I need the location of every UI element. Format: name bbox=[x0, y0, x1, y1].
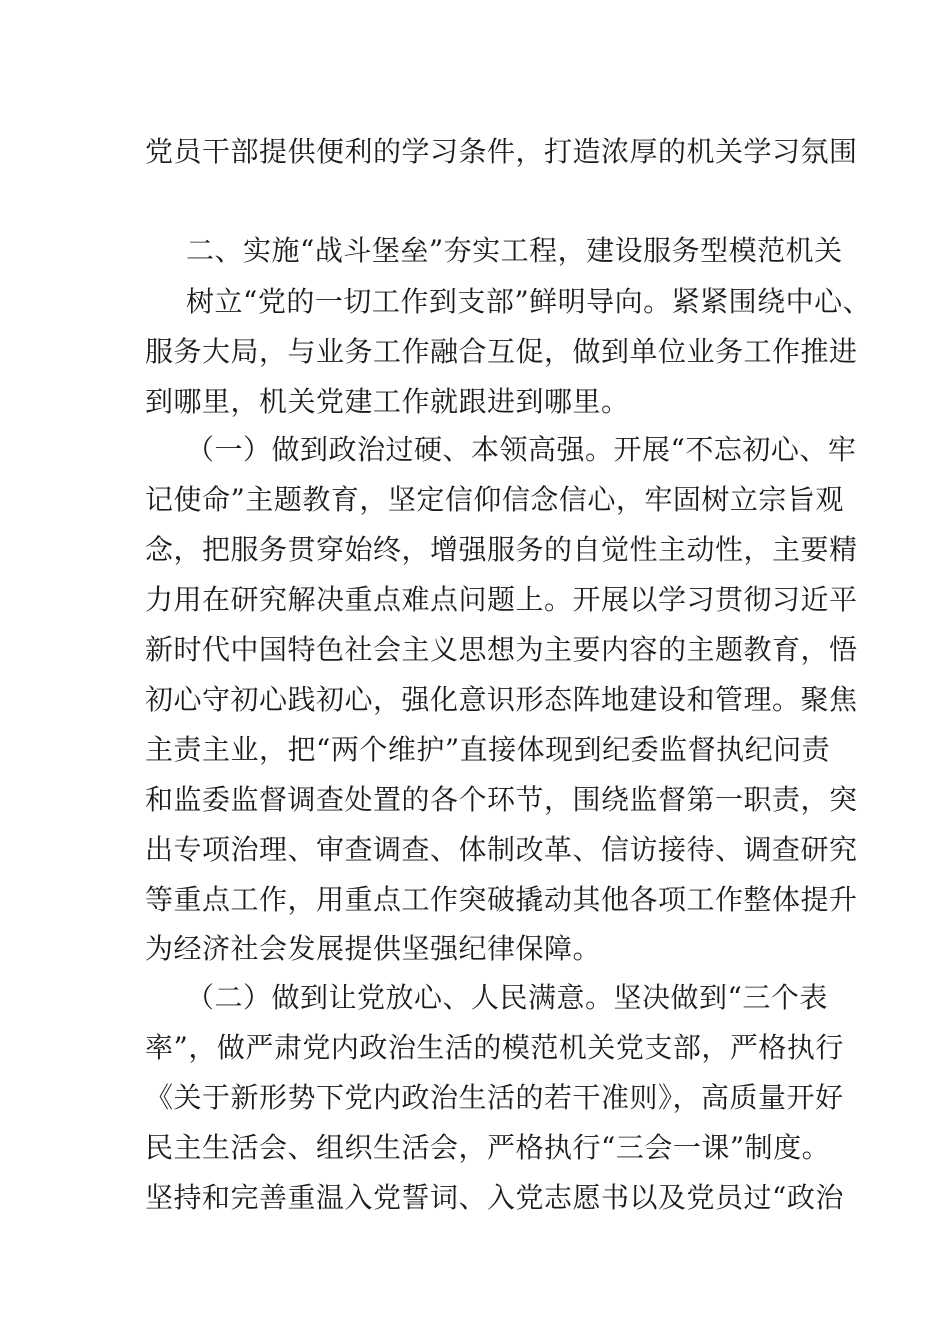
text-line: （二）做到让党放心、人民满意。坚决做到“三个表 bbox=[186, 981, 828, 1014]
text-line: 树立“党的一切工作到支部”鲜明导向。紧紧围绕中心、 bbox=[186, 285, 872, 318]
text-line: 主责主业，把“两个维护”直接体现到纪委监督执纪问责 bbox=[145, 733, 831, 766]
text-line: 为经济社会发展提供坚强纪律保障。 bbox=[145, 932, 602, 965]
text-line: 出专项治理、审查调查、体制改革、信访接待、调查研究 bbox=[145, 833, 858, 866]
text-line: 党员干部提供便利的学习条件，打造浓厚的机关学习氛围 bbox=[145, 135, 858, 168]
section-heading: 二、实施“战斗堡垒”夯实工程，建设服务型模范机关 bbox=[186, 234, 843, 267]
text-line: 初心守初心践初心，强化意识形态阵地建设和管理。聚焦 bbox=[145, 683, 858, 716]
text-line: 新时代中国特色社会主义思想为主要内容的主题教育，悟 bbox=[145, 633, 858, 666]
text-line: 记使命”主题教育，坚定信仰信念信心，牢固树立宗旨观 bbox=[145, 483, 844, 516]
text-line: 等重点工作，用重点工作突破撬动其他各项工作整体提升 bbox=[145, 883, 858, 916]
text-line: 到哪里，机关党建工作就跟进到哪里。 bbox=[145, 385, 630, 418]
text-line: 力用在研究解决重点难点问题上。开展以学习贯彻习近平 bbox=[145, 583, 858, 616]
text-line: （一）做到政治过硬、本领高强。开展“不忘初心、牢 bbox=[186, 433, 857, 466]
text-line: 念，把服务贯穿始终，增强服务的自觉性主动性，主要精 bbox=[145, 533, 858, 566]
text-line: 民主生活会、组织生活会，严格执行“三会一课”制度。 bbox=[145, 1131, 831, 1164]
text-line: 坚持和完善重温入党誓词、入党志愿书以及党员过“政治 bbox=[145, 1181, 844, 1214]
text-line: 《关于新形势下党内政治生活的若干准则》，高质量开好 bbox=[145, 1081, 844, 1114]
text-line: 服务大局，与业务工作融合互促，做到单位业务工作推进 bbox=[145, 335, 858, 368]
text-line: 率”，做严肃党内政治生活的模范机关党支部，严格执行 bbox=[145, 1031, 844, 1064]
text-line: 和监委监督调查处置的各个环节，围绕监督第一职责，突 bbox=[145, 783, 858, 816]
